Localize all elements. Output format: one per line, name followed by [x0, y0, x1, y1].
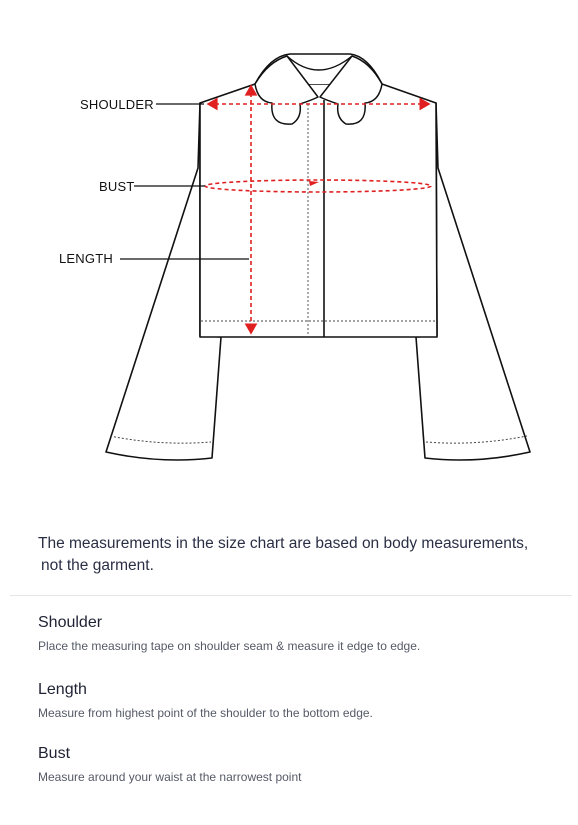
bust-callout-label: BUST	[99, 179, 135, 194]
section-description: Measure from highest point of the shoulder to the bottom edge.	[38, 706, 373, 720]
section-bust	[38, 745, 558, 784]
section-description: Place the measuring tape on shoulder seam & measure it edge to edge.	[38, 639, 421, 653]
measurement-note	[38, 533, 558, 577]
note-line-2: not the garment.	[41, 557, 154, 574]
section-length	[38, 681, 558, 720]
section-shoulder	[38, 614, 558, 653]
note-line-1: The measurements in the size chart are based on body measurements,	[38, 535, 529, 552]
shoulder-callout-label: SHOULDER	[80, 97, 154, 112]
divider	[10, 595, 572, 596]
section-title: Bust	[38, 745, 71, 762]
section-description: Measure around your waist at the narrowest point	[38, 770, 302, 784]
length-callout-label: LENGTH	[59, 251, 113, 266]
section-title: Shoulder	[38, 614, 103, 631]
section-title: Length	[38, 681, 87, 698]
jacket-body	[200, 84, 437, 337]
